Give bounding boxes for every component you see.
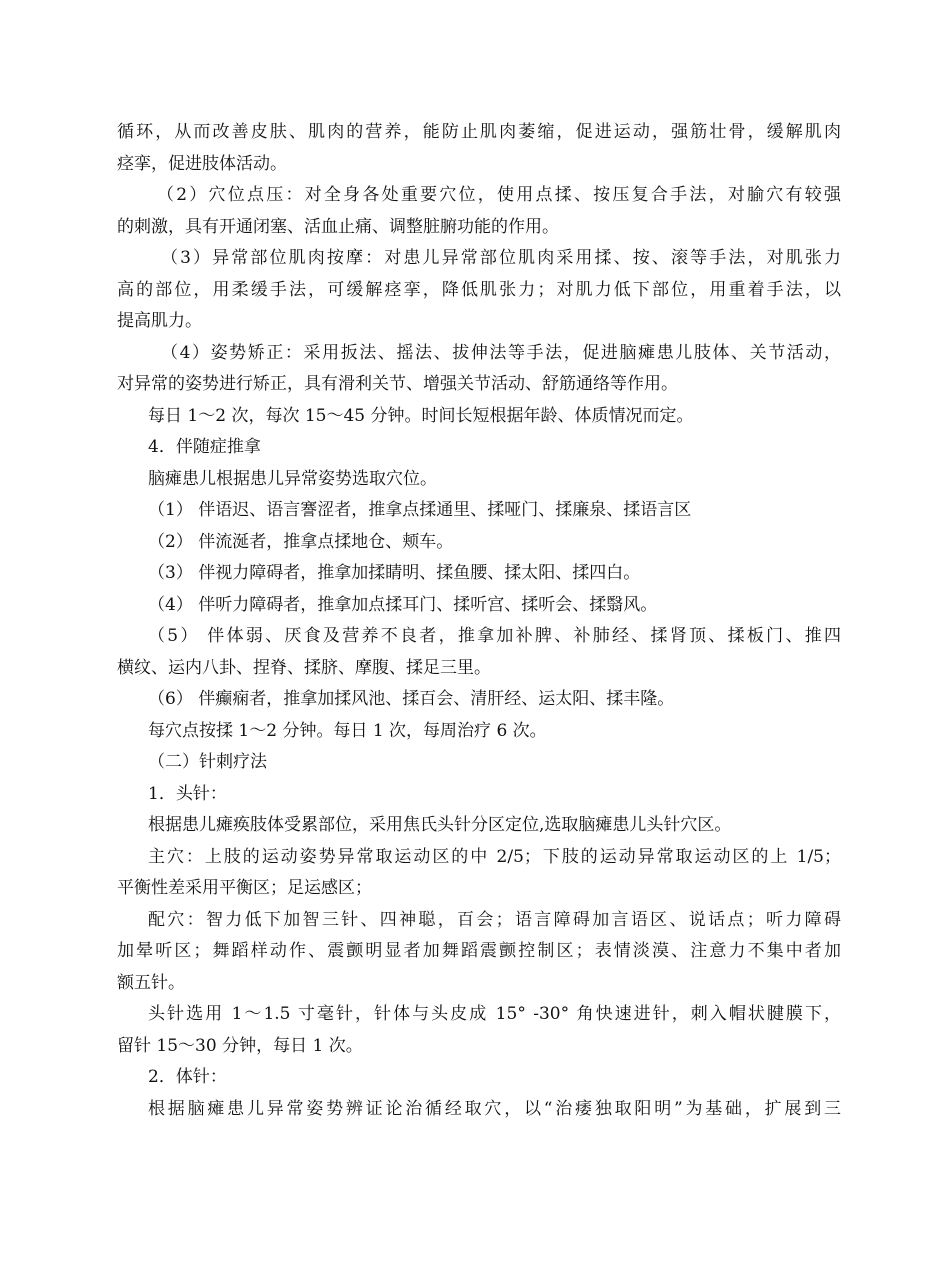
subsection-heading: 1．头针：: [148, 783, 227, 804]
text-line: 加晕听区；舞蹈样动作、震颤明显者加舞蹈震颤控制区；表情淡漠、注意力不集中者加: [117, 941, 841, 961]
text-line: （4）姿势矫正：采用扳法、摇法、拔伸法等手法，促进脑瘫患儿肢体、关节活动，: [161, 342, 841, 363]
list-item: （3） 伴视力障碍者，推拿加揉睛明、揉鱼腰、揉太阳、揉四白。: [148, 563, 641, 583]
list-item: （4） 伴听力障碍者，推拿加点揉耳门、揉听宫、揉听会、揉翳风。: [148, 594, 658, 615]
text-line: 主穴：上肢的运动姿势异常取运动区的中 2/5；下肢的运动异常取运动区的上 1/5；: [148, 846, 841, 867]
text-line: 提高肌力。: [117, 311, 202, 331]
text-line: 痉挛，促进肢体活动。: [117, 153, 287, 174]
text-line: 头针选用 1～1.5 寸毫针，针体与头皮成 15° -30° 角快速进针，刺入帽状腱膜下，: [148, 1004, 841, 1024]
text-line: 脑瘫患儿根据患儿异常姿势选取穴位。: [148, 468, 437, 489]
text-line: 留针 15～30 分钟，每日 1 次。: [117, 1035, 363, 1056]
subsection-heading: 2．体针：: [148, 1067, 227, 1087]
text-line: 横纹、运内八卦、捏脊、揉脐、摩腹、揉足三里。: [117, 657, 491, 678]
list-item: （6） 伴癫痫者，推拿加揉风池、揉百会、清肝经、运太阳、揉丰隆。: [148, 689, 675, 709]
text-line: 额五针。: [117, 972, 185, 993]
text-line: 高的部位，用柔缓手法，可缓解痉挛，降低肌张力；对肌力低下部位，用重着手法，以: [117, 279, 841, 300]
section-heading: （二）针刺疗法: [148, 752, 267, 772]
section-heading: 4．伴随症推拿: [148, 437, 261, 457]
text-line: （3）异常部位肌肉按摩：对患儿异常部位肌肉采用揉、按、滚等手法，对肌张力: [161, 248, 841, 268]
text-line: 根据脑瘫患儿异常姿势辨证论治循经取穴，以“治痿独取阳明”为基础，扩展到三: [148, 1098, 841, 1119]
list-item: （1） 伴语迟、语言謇涩者，推拿点揉通里、揉哑门、揉廉泉、揉语言区: [148, 500, 692, 520]
text-line: 根据患儿瘫痪肢体受累部位，采用焦氏头针分区定位,选取脑瘫患儿头针穴区。: [148, 815, 732, 835]
document-body: [117, 117, 841, 1125]
text-line: 循环，从而改善皮肤、肌肉的营养，能防止肌肉萎缩，促进运动，强筋壮骨，缓解肌肉: [117, 122, 841, 142]
text-line: （2）穴位点压：对全身各处重要穴位，使用点揉、按压复合手法，对腧穴有较强: [157, 185, 841, 205]
list-item: （2） 伴流涎者，推拿点揉地仓、颊车。: [148, 531, 454, 552]
list-item: （5） 伴体弱、厌食及营养不良者，推拿加补脾、补肺经、揉肾顶、揉板门、推四: [148, 626, 841, 646]
text-line: 每穴点按揉 1～2 分钟。每日 1 次，每周治疗 6 次。: [148, 720, 547, 741]
text-line: 平衡性差采用平衡区；足运感区；: [117, 878, 372, 898]
text-line: 对异常的姿势进行矫正，具有滑利关节、增强关节活动、舒筋通络等作用。: [117, 374, 678, 394]
text-line: 配穴：智力低下加智三针、四神聪，百会；语言障碍加言语区、说话点；听力障碍: [148, 909, 841, 930]
text-line: 每日 1～2 次，每次 15～45 分钟。时间长短根据年龄、体质情况而定。: [148, 405, 694, 426]
text-line: 的刺激，具有开通闭塞、活血止痛、调整脏腑功能的作用。: [117, 216, 559, 237]
